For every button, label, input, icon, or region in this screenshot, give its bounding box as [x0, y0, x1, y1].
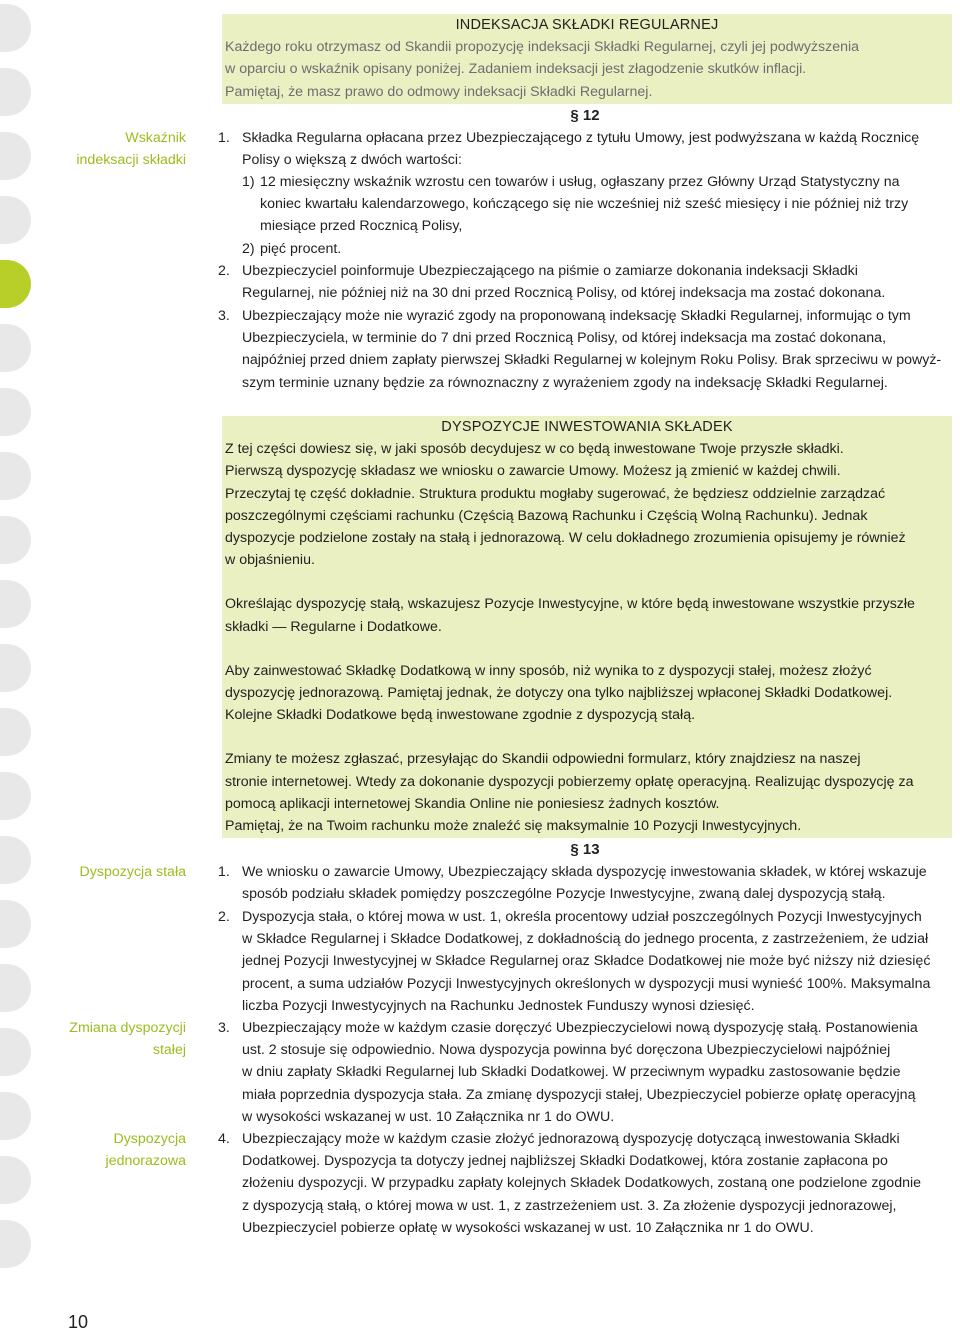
chapter-tab: [0, 388, 31, 436]
box-text-line: Pamiętaj, że na Twoim rachunku może znaleźć się maksymalnie 10 Pozycji Inwestycyjnych.: [225, 818, 802, 835]
box-text-line: Z tej części dowiesz się, w jaki sposób decydujesz w co będą inwestowane Twoje przyszłe składki.: [225, 441, 844, 458]
section-item: [218, 906, 954, 1017]
page-number: 10: [68, 1312, 89, 1330]
item-text-line: ust. 2 stosuje się odpowiednio. Nowa dyspozycja powinna być doręczona Ubezpieczycielowi najpóźniej: [242, 1042, 891, 1059]
sidebar-label-wskaznik: [76, 127, 186, 171]
section-sign: § 13: [570, 841, 600, 858]
item-text-line: Ubezpieczyciel pobierze opłatę w wysokości wskazanej w ust. 10 Załącznika nr 1 do OWU.: [242, 1219, 814, 1236]
box-text-line: Przeczytaj tę część dokładnie. Struktura produktu mogłaby sugerować, że będziesz oddzielnie zarządzać: [225, 485, 886, 502]
sidebar-label-zmiana: [69, 1017, 186, 1061]
item-text-line: najpóźniej przed dniem zapłaty pierwszej Składki Regularnej w kolejnym Roku Polisy. Brak sprzeciwu w powyż-: [242, 352, 942, 369]
box-text-line: dyspozycję jednorazową. Pamiętaj jednak, że dotyczy ona tylko najbliższej wpłaconej Składki Dodatkowej.: [225, 685, 893, 702]
chapter-tab: [0, 900, 31, 948]
box-title: DYSPOZYCJE INWESTOWANIA SKŁADEK: [441, 419, 733, 435]
item-text-line: sposób podziału składek pomiędzy poszczególne Pozycje Inwestycyjne, zwaną dalej dyspozycją stałą.: [242, 886, 886, 903]
box-text-line: pomocą aplikacji internetowej Skandia Online nie poniesiesz żadnych kosztów.: [225, 795, 720, 812]
box-text-line: Określając dyspozycję stałą, wskazujesz Pozycje Inwestycyjne, w które będą inwestowane wszystkie przyszłe: [225, 596, 915, 613]
chapter-tab: [0, 708, 31, 756]
item-number: 1.: [218, 864, 230, 880]
info-box-dyspozycje: [222, 416, 952, 838]
section-item: [218, 127, 954, 171]
item-text-line: pięć procent.: [260, 241, 342, 257]
sub-item: [242, 238, 954, 260]
sidebar-label-line: indeksacji składki: [76, 152, 186, 168]
chapter-tab: [0, 772, 31, 820]
section-item: [218, 305, 954, 394]
item-text-line: liczba Pozycji Inwestycyjnych na Rachunku Jednostek Funduszy wynosi dziesięć.: [242, 997, 755, 1014]
box-text-line: poszczególnymi częściami rachunku (Częścią Bazową Rachunku i Częścią Wolną Rachunku). Jednak: [225, 507, 868, 524]
chapter-tab: [0, 516, 31, 564]
sidebar-label-line: jednorazowa: [105, 1153, 186, 1169]
chapter-tab: [0, 964, 31, 1012]
item-text-line: w dniu zapłaty Składki Regularnej lub Składki Dodatkowej. W przeciwnym wypadku zastosowanie będzie: [242, 1064, 901, 1081]
item-text-line: Polisy o większą z dwóch wartości:: [242, 152, 462, 169]
item-text-line: koniec kwartału kalendarzowego, kończącego się nie wcześniej niż sześć miesięcy i nie później niż trzy: [260, 196, 909, 213]
item-number: 1.: [218, 130, 230, 146]
section-item: [218, 260, 954, 304]
box-text-line: w objaśnieniu.: [225, 552, 315, 569]
box-text-line: Pamiętaj, że masz prawo do odmowy indeksacji Składki Regularnej.: [225, 83, 653, 100]
sidebar-label-line: Dyspozycja stała: [79, 864, 186, 880]
item-text-line: Regularnej, nie później niż na 30 dni przed Rocznicą Polisy, od której indeksacja ma zostać dokonana.: [242, 285, 886, 302]
item-text-line: jednej Pozycji Inwestycyjnej w Składce Regularnej oraz Składce Dodatkowej nie może być niższy niż dziesięć: [242, 953, 931, 970]
item-text-line: miała poprzednia dyspozycja stała. Za zmianę dyspozycji stałej, Ubezpieczyciel pobierze opłatę operacyjną: [242, 1086, 916, 1103]
item-text-line: z dyspozycją stałą, o której mowa w ust. 1, z zastrzeżeniem ust. 3. Za złożenie dyspozycji jednorazowej,: [242, 1197, 897, 1214]
chapter-tab-active: [0, 260, 31, 308]
box-text-line: składki — Regularne i Dodatkowe.: [225, 618, 442, 635]
item-number: 1): [242, 174, 255, 190]
item-number: 2.: [218, 263, 230, 279]
box-text-line: w oparciu o wskaźnik opisany poniżej. Zadaniem indeksacji jest złagodzenie skutków inflacji.: [225, 61, 807, 78]
box-text-line: Pierwszą dyspozycję składasz we wniosku o zawarcie Umowy. Możesz ją zmienić w każdej chwili.: [225, 463, 841, 480]
item-text-line: w wysokości wskazanej w ust. 10 Załącznika nr 1 do OWU.: [242, 1108, 615, 1125]
sidebar-label-dyspozycja-stala: [80, 861, 186, 883]
section-sign: § 12: [570, 107, 600, 124]
chapter-tabs: [0, 0, 40, 1290]
box-text-line: Kolejne Składki Dodatkowe będą inwestowane zgodnie z dyspozycją stałą.: [225, 707, 696, 724]
item-text-line: Ubezpieczyciel poinformuje Ubezpieczającego na piśmie o zamiarze dokonania indeksacji Składki: [242, 263, 858, 279]
item-number: 2): [242, 241, 255, 257]
item-text-line: Dyspozycja stała, o której mowa w ust. 1, określa procentowy udział poszczególnych Pozycji Inwestycyjnych: [242, 909, 922, 925]
chapter-tab: [0, 196, 31, 244]
section-item: [218, 1017, 954, 1128]
sidebar-label-line: stałej: [152, 1042, 186, 1058]
box-text-line: Zmiany te możesz zgłaszać, przesyłając do Skandii odpowiedni formularz, który znajdziesz na naszej: [225, 751, 861, 768]
box-text-line: Aby zainwestować Składkę Dodatkową w inny sposób, niż wynika to z dyspozycji stałej, możesz złożyć: [225, 662, 872, 679]
chapter-tab: [0, 644, 31, 692]
box-text-line: Każdego roku otrzymasz od Skandii propozycję indeksacji Składki Regularnej, czyli jej podwyższenia: [225, 39, 860, 56]
item-number: 2.: [218, 909, 230, 925]
info-box-indeksacja: [222, 14, 952, 104]
chapter-tab: [0, 1156, 31, 1204]
chapter-tab: [0, 1028, 31, 1076]
sidebar-label-line: Dyspozycja: [113, 1131, 186, 1147]
box-text-line: stronie internetowej. Wtedy za dokonanie dyspozycji pobierzemy opłatę operacyjną. Realizując dyspozycję za: [225, 773, 914, 790]
chapter-tab: [0, 132, 31, 180]
item-text-line: Ubezpieczający może w każdym czasie złożyć jednorazową dyspozycję dotyczącą inwestowania Składki: [242, 1131, 900, 1147]
chapter-tab: [0, 1092, 31, 1140]
sidebar-label-line: Zmiana dyspozycji: [69, 1020, 186, 1036]
chapter-tab: [0, 580, 31, 628]
section-item: [218, 861, 954, 905]
chapter-tab: [0, 452, 31, 500]
chapter-tab: [0, 324, 31, 372]
item-number: 3.: [218, 1020, 230, 1036]
chapter-tab: [0, 68, 31, 116]
chapter-tab: [0, 836, 31, 884]
sidebar-label-jednorazowa: [106, 1128, 186, 1172]
box-text-line: dyspozycje podzielone zostały na stałą i jednorazową. W celu dokładnego zrozumienia opisujemy je również: [225, 530, 906, 547]
section-item: [218, 1128, 954, 1239]
box-title: INDEKSACJA SKŁADKI REGULARNEJ: [455, 17, 719, 33]
item-text-line: złożeniu dyspozycji. W przypadku zapłaty kolejnych Składek Dodatkowych, zostaną one podzielone zgodnie: [242, 1175, 922, 1192]
item-number: 4.: [218, 1131, 230, 1147]
item-text-line: Składka Regularna opłacana przez Ubezpieczającego z tytułu Umowy, jest podwyższana w każdą Rocznicę: [242, 130, 920, 146]
item-text-line: Ubezpieczający może w każdym czasie doręczyć Ubezpieczycielowi nową dyspozycję stałą. Postanowienia: [242, 1020, 918, 1036]
item-text-line: 12 miesięczny wskaźnik wzrostu cen towarów i usług, ogłaszany przez Główny Urząd Statystyczny na: [260, 174, 900, 190]
item-text-line: Ubezpieczający może nie wyrazić zgody na proponowaną indeksację Składki Regularnej, informując o tym: [242, 308, 911, 324]
chapter-tab: [0, 1220, 31, 1268]
item-text-line: Dodatkowej. Dyspozycja ta dotyczy jednej najbliższej Składki Dodatkowej, która zostanie zapłacona po: [242, 1153, 888, 1170]
item-text-line: Ubezpieczyciela, w terminie do 7 dni przed Rocznicą Polisy, od której indeksacja ma zostać dokonana,: [242, 330, 887, 347]
item-text-line: We wniosku o zawarcie Umowy, Ubezpieczający składa dyspozycję inwestowania składek, w której wskazuje: [242, 864, 927, 880]
item-text-line: procent, a suma udziałów Pozycji Inwestycyjnych określonych w dyspozycji musi wynieść 100%. Maksymalna: [242, 975, 931, 992]
chapter-tab: [0, 4, 31, 52]
sub-item: [242, 171, 954, 238]
item-text-line: w Składce Regularnej i Składce Dodatkowej, z dokładnością do jednego procenta, z zastrzeżeniem, że udział: [242, 931, 929, 948]
sidebar-label-line: Wskaźnik: [125, 130, 186, 146]
item-text-line: szym terminie uznany będzie za równoznaczny z wyrażeniem zgody na indeksację Składki Regularnej.: [242, 374, 888, 391]
item-text-line: miesiące przed Rocznicą Polisy,: [260, 218, 463, 235]
item-number: 3.: [218, 308, 230, 324]
